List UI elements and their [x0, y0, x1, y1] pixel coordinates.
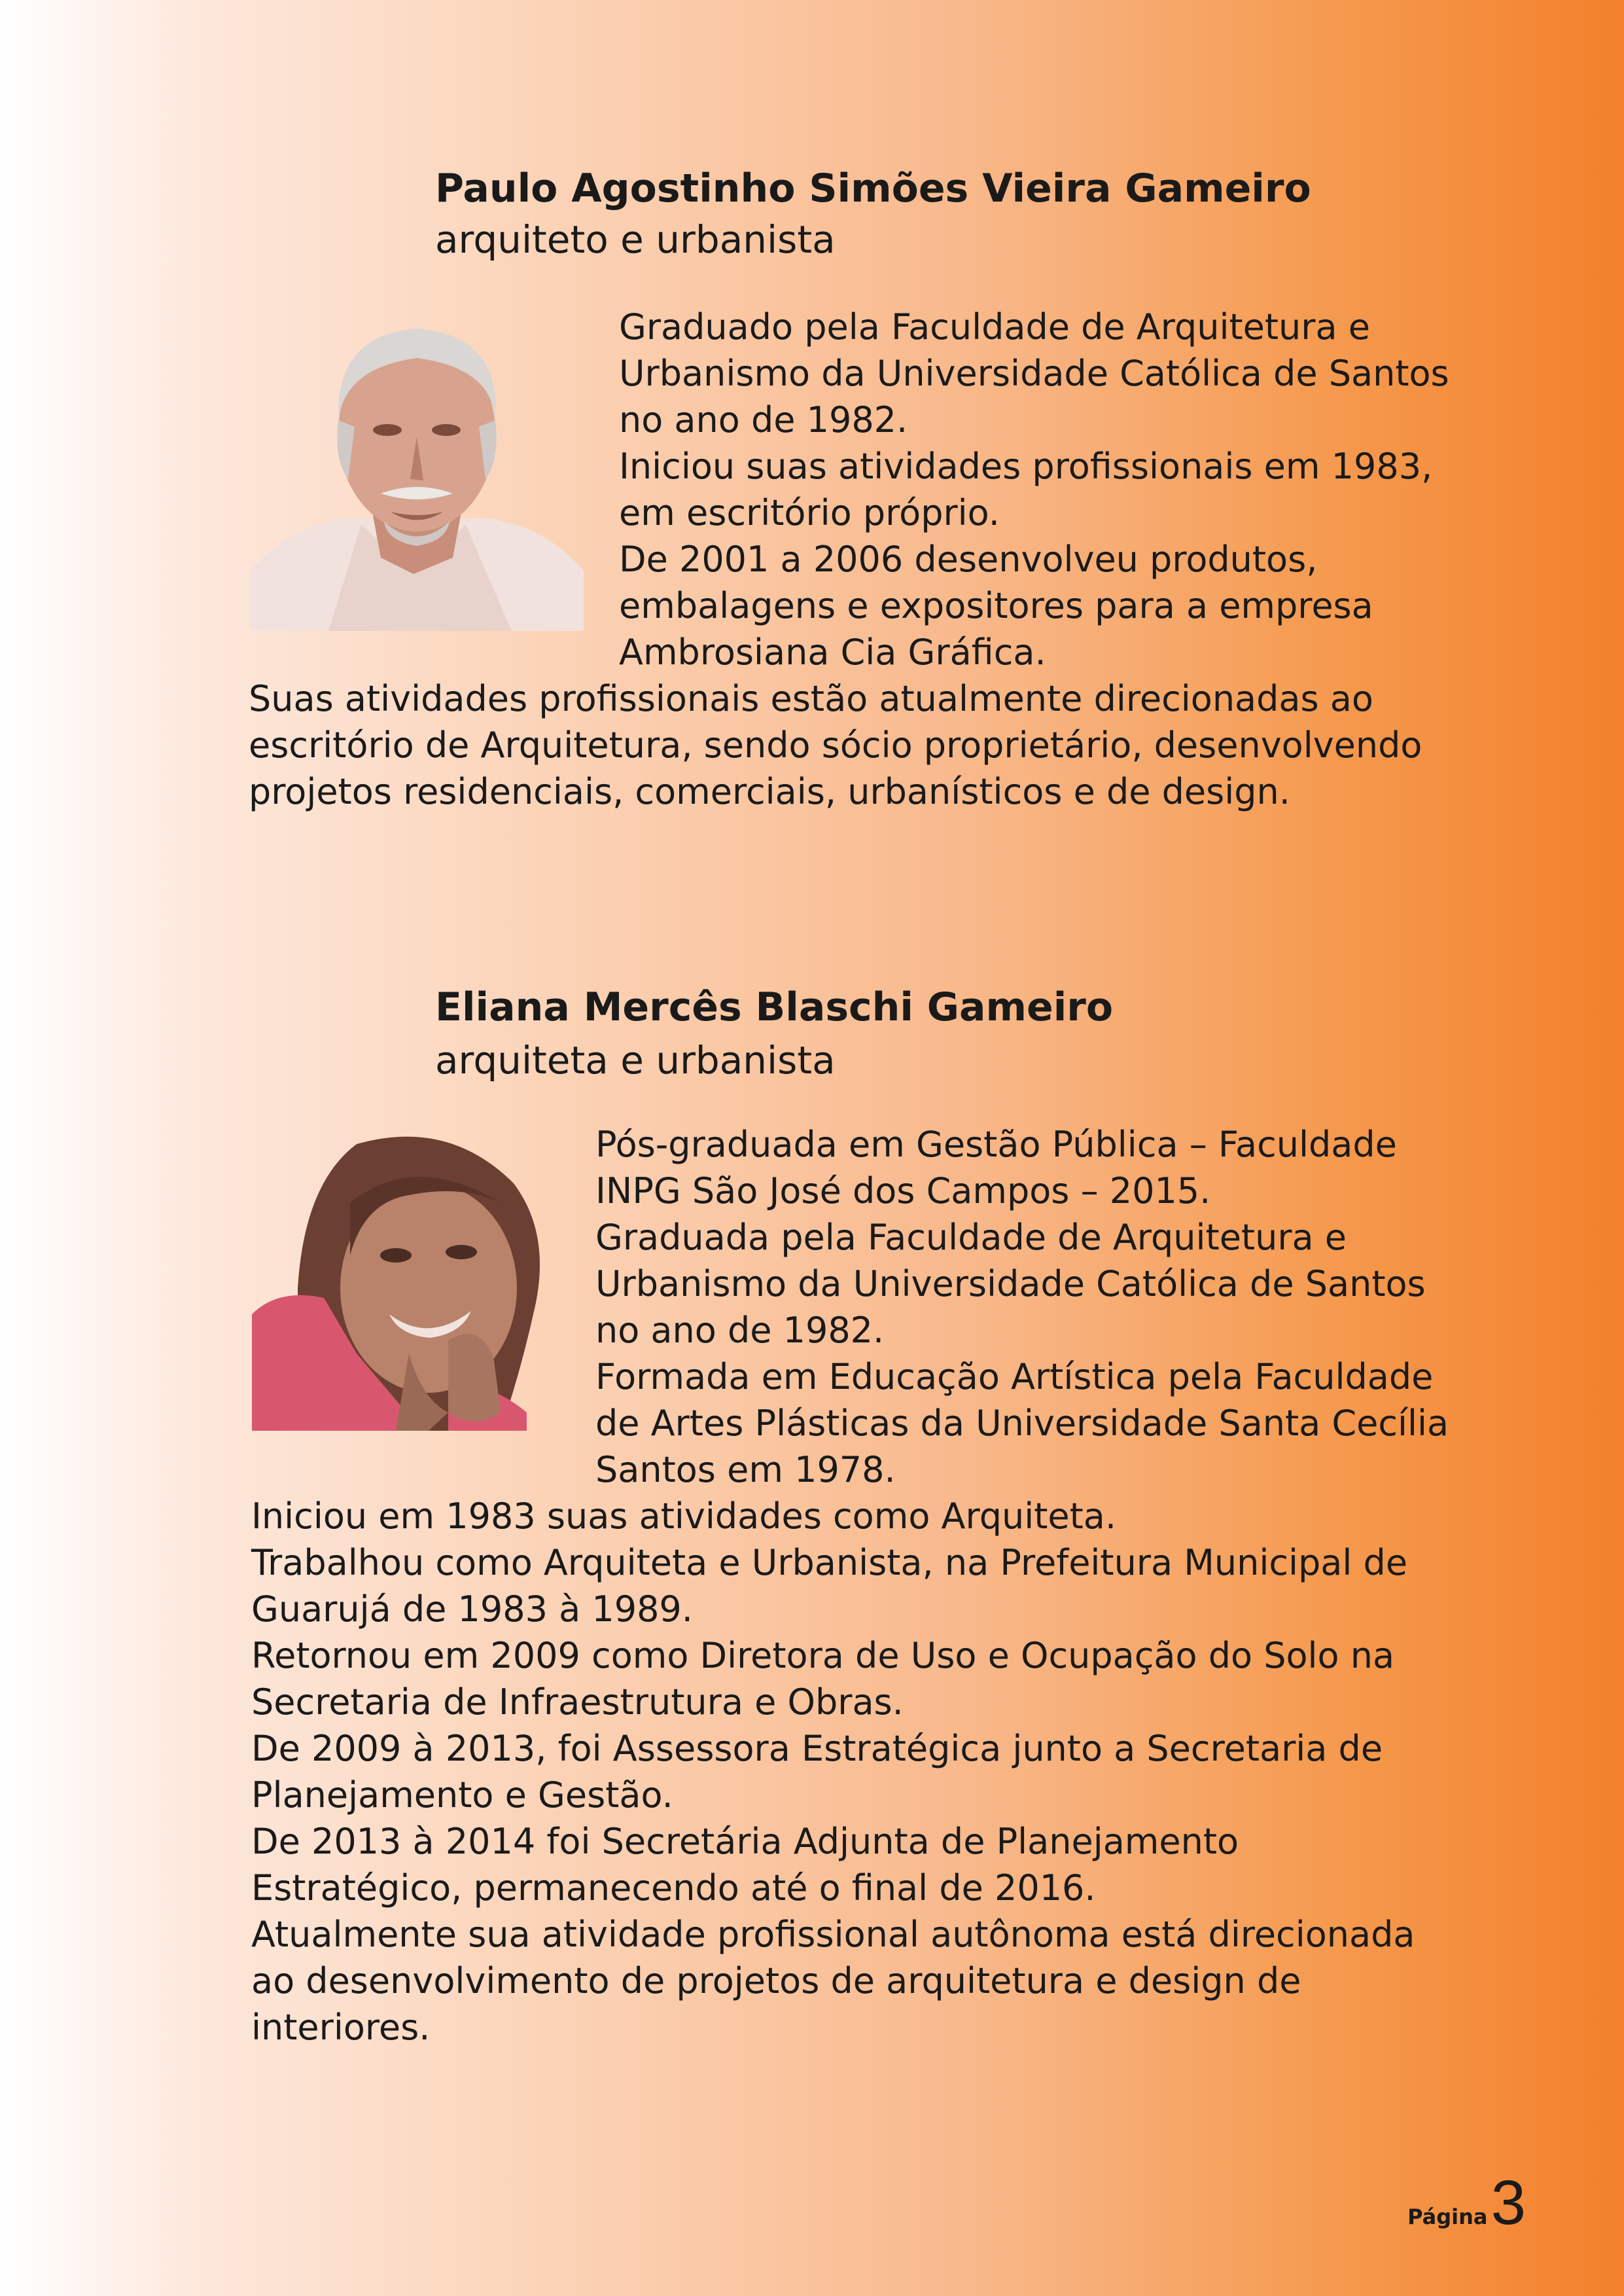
profile-name: Paulo Agostinho Simões Vieira Gameiro — [435, 166, 1311, 211]
summary-line: Graduado pela Faculdade de Arquitetura e — [619, 306, 1370, 348]
summary-line: De 2001 a 2006 desenvolveu produtos, — [619, 539, 1318, 580]
portrait-eliana — [252, 1124, 554, 1431]
page-footer — [1407, 2168, 1526, 2238]
detail-line: De 2009 à 2013, foi Assessora Estratégica junto a Secretaria de — [251, 1728, 1383, 1769]
detail-line: Guarujá de 1983 à 1989. — [251, 1588, 693, 1630]
detail-line: Atualmente sua atividade profissional autônoma está direcionada — [251, 1914, 1415, 1955]
detail-line: Suas atividades profissionais estão atualmente direcionadas ao — [249, 678, 1373, 719]
summary-line: Urbanismo da Universidade Católica de Santos — [595, 1263, 1426, 1304]
profile-details — [249, 675, 1422, 815]
summary-line: embalagens e expositores para a empresa — [619, 585, 1373, 626]
summary-line: em escritório próprio. — [619, 492, 1000, 533]
summary-line: Ambrosiana Cia Gráfica. — [619, 632, 1046, 673]
detail-line: Retornou em 2009 como Diretora de Uso e Ocupação do Solo na — [251, 1635, 1395, 1676]
detail-line: Secretaria de Infraestrutura e Obras. — [251, 1681, 904, 1723]
detail-line: projetos residenciais, comerciais, urbanísticos e de design. — [249, 771, 1290, 812]
page-label: Página — [1407, 2204, 1488, 2229]
profile-details — [251, 1493, 1415, 2051]
detail-line: Estratégico, permanecendo até o final de 2016. — [251, 1867, 1096, 1909]
profile-role: arquiteta e urbanista — [435, 1038, 836, 1083]
profile-role: arquiteto e urbanista — [435, 217, 836, 262]
profile-name: Eliana Mercês Blaschi Gameiro — [435, 984, 1114, 1030]
summary-line: Pós-graduada em Gestão Pública – Faculdade — [595, 1124, 1397, 1165]
summary-line: Graduada pela Faculdade de Arquitetura e — [595, 1217, 1347, 1258]
summary-line: Formada em Educação Artística pela Faculdade — [595, 1356, 1434, 1397]
summary-line: de Artes Plásticas da Universidade Santa Cecília — [595, 1403, 1449, 1444]
profile-summary — [595, 1121, 1449, 1493]
detail-line: De 2013 à 2014 foi Secretária Adjunta de Planejamento — [251, 1821, 1239, 1862]
detail-line: escritório de Arquitetura, sendo sócio proprietário, desenvolvendo — [249, 725, 1422, 766]
portrait-paulo — [250, 309, 584, 631]
detail-line: Iniciou em 1983 suas atividades como Arquiteta. — [251, 1496, 1117, 1537]
summary-line: Iniciou suas atividades profissionais em 1983, — [619, 446, 1433, 487]
detail-line: Trabalhou como Arquiteta e Urbanista, na Prefeitura Municipal de — [251, 1542, 1408, 1583]
detail-line: interiores. — [251, 2007, 431, 2048]
summary-line: no ano de 1982. — [619, 399, 908, 440]
summary-line: Santos em 1978. — [595, 1449, 896, 1490]
detail-line: ao desenvolvimento de projetos de arquitetura e design de — [251, 1960, 1301, 2001]
summary-line: Urbanismo da Universidade Católica de Santos — [619, 353, 1449, 394]
summary-line: INPG São José dos Campos – 2015. — [595, 1170, 1211, 1211]
page-number: 3 — [1491, 2168, 1526, 2238]
profile-summary — [619, 304, 1449, 675]
summary-line: no ano de 1982. — [595, 1310, 885, 1351]
detail-line: Planejamento e Gestão. — [251, 1774, 673, 1816]
